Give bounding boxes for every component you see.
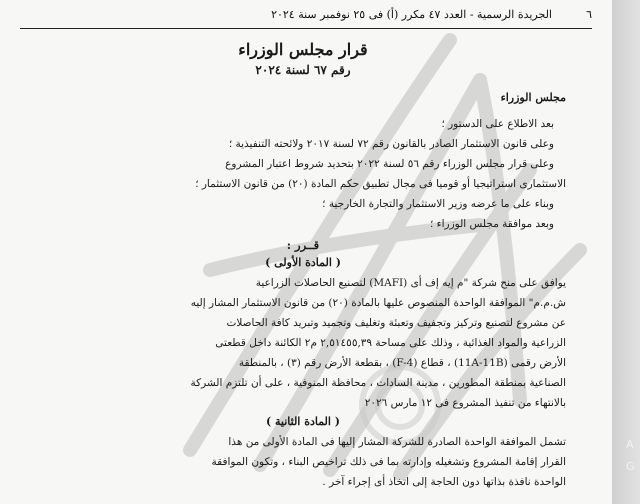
edge-text-fragment: A xyxy=(626,438,634,451)
edge-text-fragment: G xyxy=(626,460,635,473)
preamble-line: وعلى قرار مجلس الوزراء رقم ٥٦ لسنة ٢٠٢٢ بتحديد شروط اعتبار المشروع xyxy=(225,158,554,170)
preamble-line: بعد الاطلاع على الدستور ؛ xyxy=(441,118,554,130)
article-2-line: القرار إقامة المشروع وتشغيله وإدارته بما فى ذلك تراخيص البناء ، وتكون الموافقة xyxy=(211,456,566,468)
gazette-issue-line: الجريدة الرسمية - العدد ٤٧ مكرر (أ) فى ٢٥ نوفمبر سنة ٢٠٢٤ xyxy=(271,8,552,21)
article-1-line: الأرض رقمى (11A-11B) ، قطاع (F-4) ، بقطعة الأرض رقم (٣) ، بالمنطقة xyxy=(238,357,566,369)
preamble-line: وبعد موافقة مجلس الوزراء ؛ xyxy=(430,218,554,230)
article-1-line: يوافق على منح شركة "م إيه إف أى (MAFI) لتصنيع الحاصلات الزراعية xyxy=(255,277,566,289)
decree-issuer: مجلس الوزراء xyxy=(500,91,566,104)
decree-number: رقم ٦٧ لسنة ٢٠٢٤ xyxy=(255,63,351,77)
preamble xyxy=(40,114,566,234)
decided-label: قــرر : xyxy=(286,238,320,252)
preamble-line: الاستثمارى استراتيجيا أو قوميا فى مجال تطبيق حكم المادة (٢٠) من قانون الاستثمار ؛ xyxy=(195,178,566,190)
article-2-line: الواحدة نافذة بذاتها دون الحاجة إلى اتخاذ أى إجراء آخر . xyxy=(322,476,566,488)
article-1-line: بالانتهاء من تنفيذ المشروع فى ١٢ مارس ٢٠٢٦ xyxy=(364,397,566,409)
article-1-heading: ( المادة الأولى ) xyxy=(265,256,341,269)
page-number: ٦ xyxy=(586,8,592,21)
article-2-line: تشمل الموافقة الواحدة الصادرة للشركة المشار إليها فى المادة الأولى من هذا xyxy=(228,436,566,448)
decree-body xyxy=(40,36,566,492)
decree-title: قرار مجلس الوزراء xyxy=(238,40,368,59)
preamble-line: وبناء على ما عرضه وزير الاستثمار والتجارة الخارجية ؛ xyxy=(322,198,554,210)
article-1-line: الصناعية بمنطقة المطورين ، مدينة السادات ، محافظة المنوفية ، على أن تلتزم الشركة xyxy=(190,377,566,389)
header-rule xyxy=(20,28,592,29)
article-1-line: الزراعية والمواد الغذائية ، وذلك على مساحة ٢,٥١٤٥٥,٣٩ م٢ الكائنة داخل قطعتى xyxy=(215,337,566,349)
preamble-line: وعلى قانون الاستثمار الصادر بالقانون رقم ٧٢ لسنة ٢٠١٧ ولائحته التنفيذية ؛ xyxy=(228,138,554,150)
article-1-line: عن مشروع لتصنيع وتركيز وتجفيف وتعبئة وتغليف وتجميد وتبريد كافة الحاصلات xyxy=(226,317,566,329)
article-2-text xyxy=(40,432,566,492)
article-1-line: ش.م.م" الموافقة الواحدة المنصوص عليها بالمادة (٢٠) من قانون الاستثمار المشار إليه xyxy=(190,297,566,309)
gazette-header xyxy=(20,6,592,26)
adjacent-window-edge xyxy=(612,0,640,504)
article-1-text xyxy=(40,273,566,413)
article-2-heading: ( المادة الثانية ) xyxy=(265,415,341,428)
